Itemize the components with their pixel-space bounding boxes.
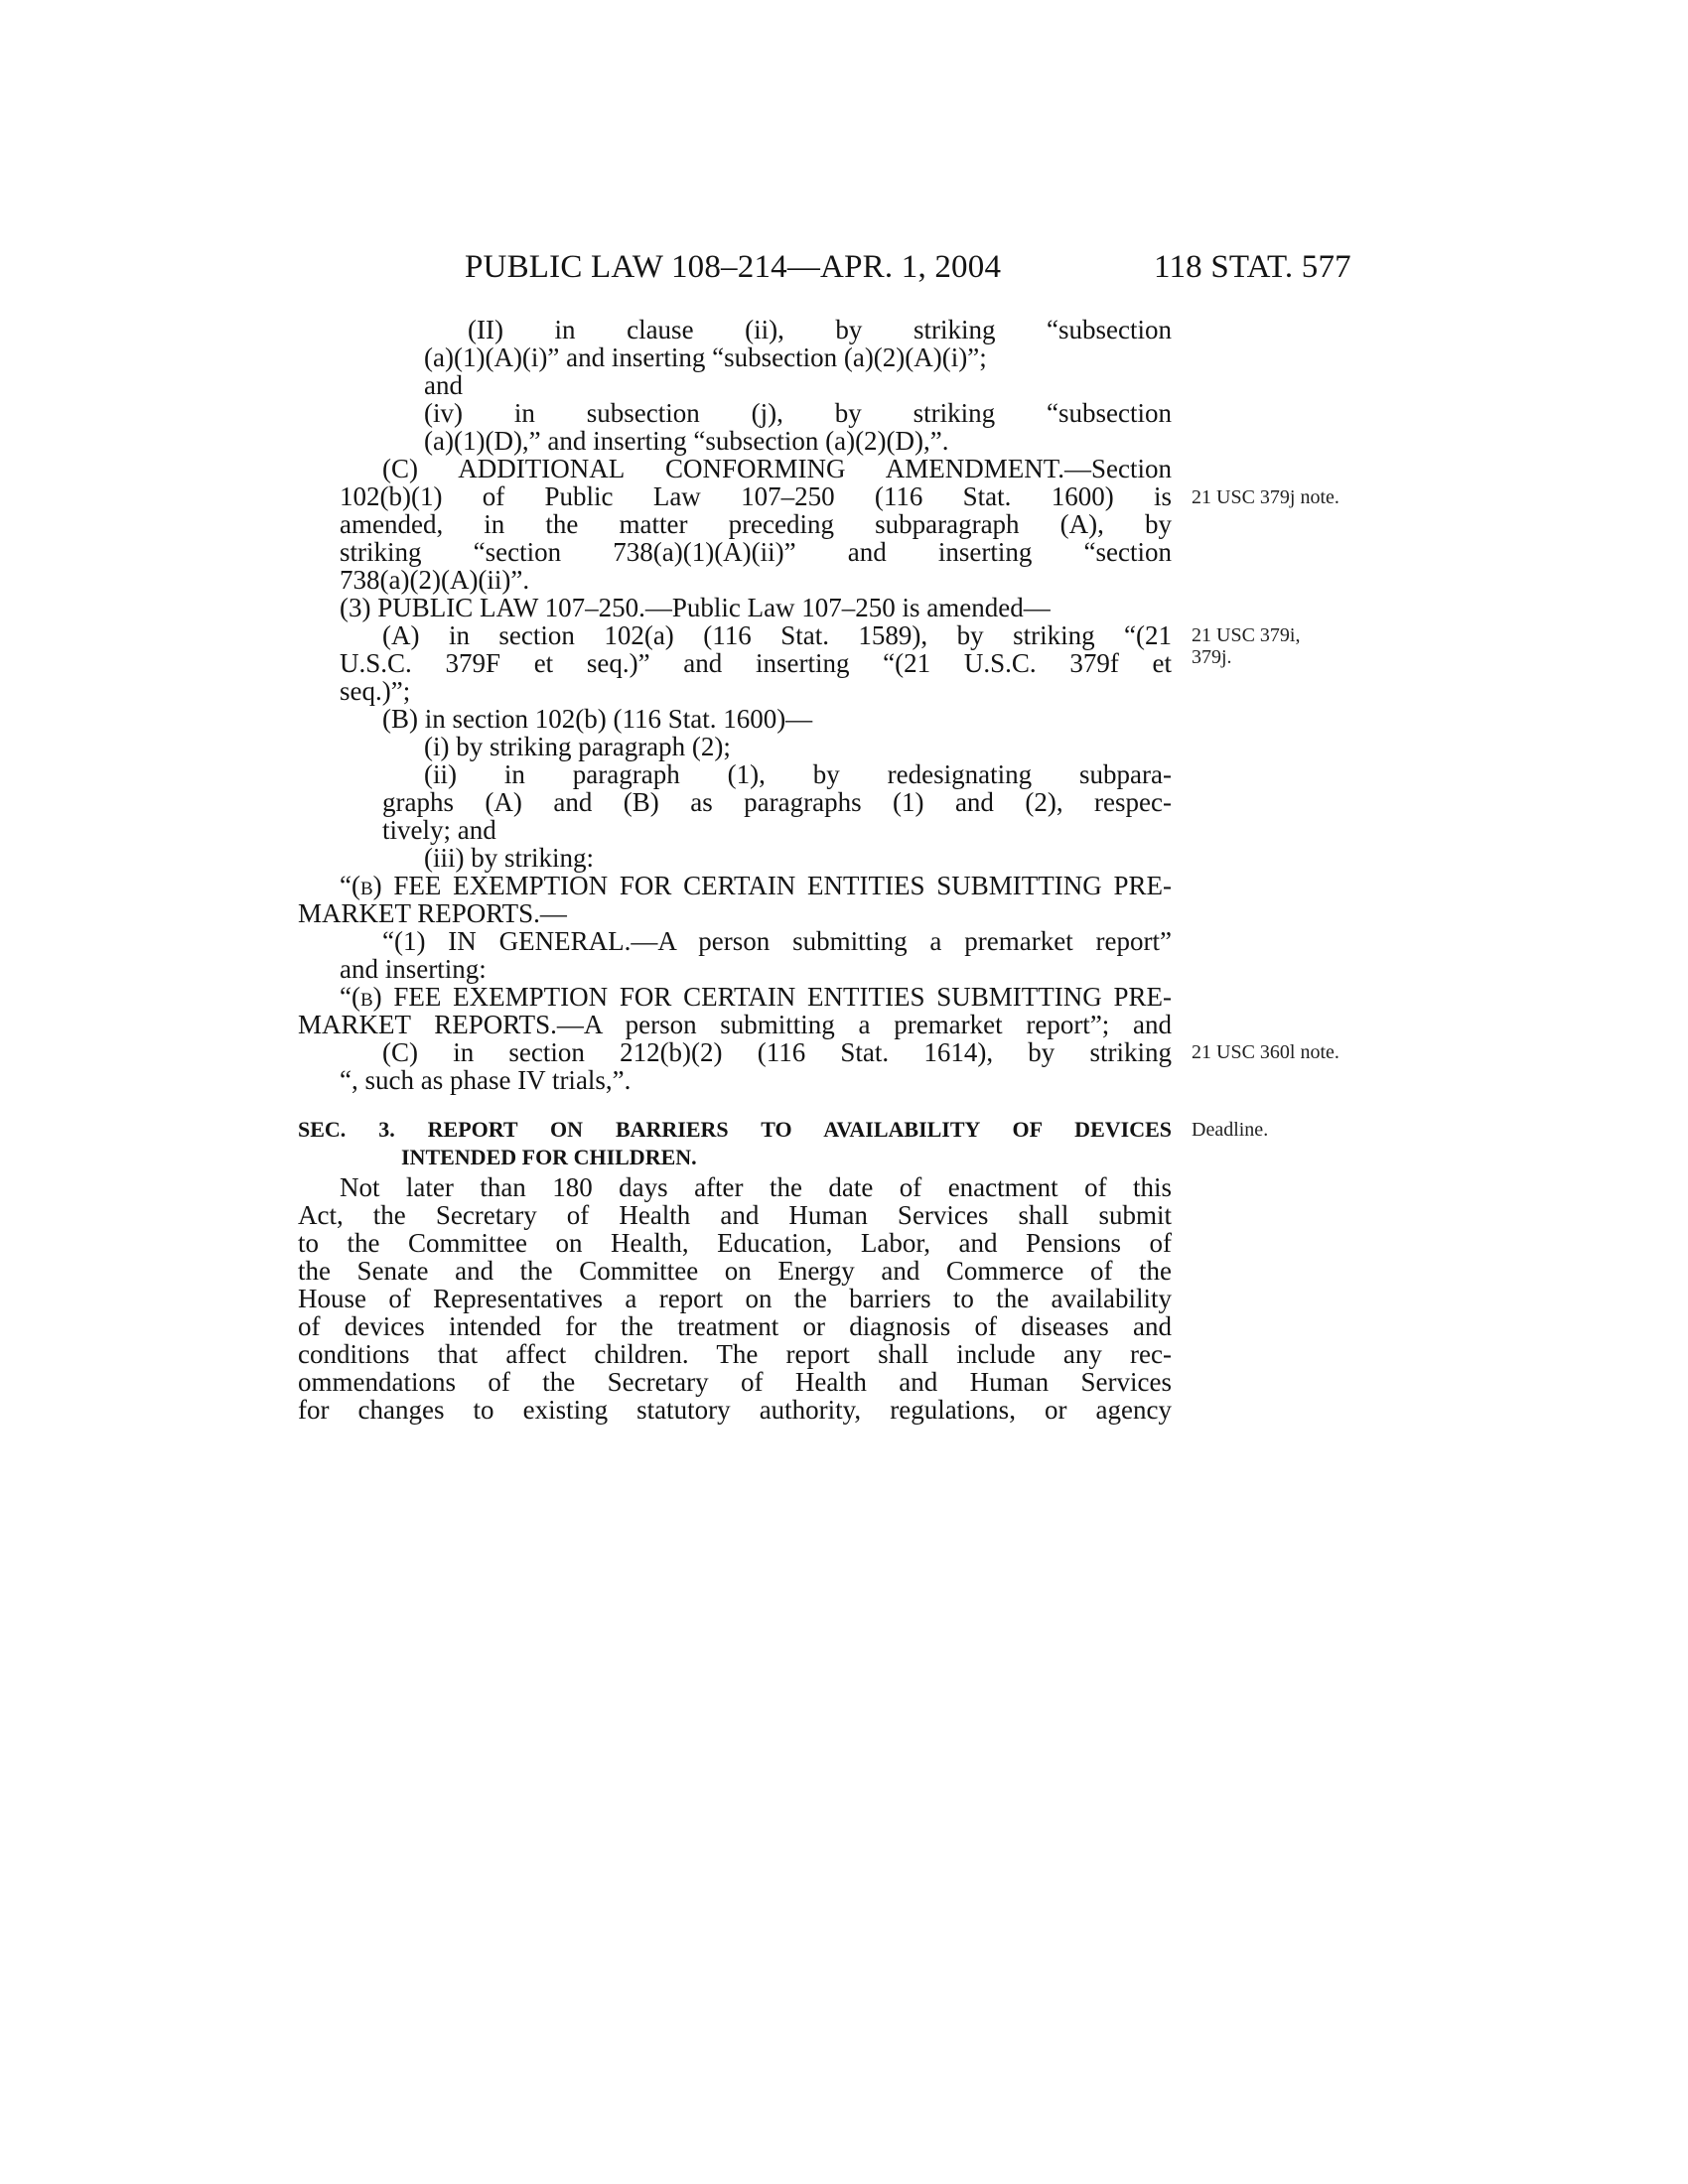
text-line: Act, the Secretary of Health and Human Services shall submit [298,1200,1172,1230]
text-line: the Senate and the Committee on Energy and Commerce of the [298,1256,1172,1286]
section-heading-line: SEC. 3. REPORT ON BARRIERS TO AVAILABILITY OF DEVICES [298,1117,1172,1142]
text-line: “(b) FEE EXEMPTION FOR CERTAIN ENTITIES SUBMITTING PRE- [340,982,1172,1012]
text-line: “(1) IN GENERAL.—A person submitting a premarket report” [382,926,1172,956]
text-line: (C) ADDITIONAL CONFORMING AMENDMENT.—Section [382,454,1172,483]
text-line: House of Representatives a report on the barriers to the availability [298,1284,1172,1313]
text-line: (i) by striking paragraph (2); [424,732,731,761]
text-line: (3) PUBLIC LAW 107–250.—Public Law 107–250 is amended— [340,593,1051,622]
text-line: of devices intended for the treatment or diagnosis of diseases and [298,1311,1172,1341]
text-line: 738(a)(2)(A)(ii)”. [340,565,530,595]
text-line: (C) in section 212(b)(2) (116 Stat. 1614), by striking [382,1037,1172,1067]
margin-note: 21 USC 360l note. [1192,1041,1339,1063]
section-body [298,1173,1172,1424]
text-line: amended, in the matter preceding subparagraph (A), by [340,509,1172,539]
text-line: conditions that affect children. The report shall include any rec- [298,1339,1172,1369]
text-line: “, such as phase IV trials,”. [340,1065,632,1095]
text-line: (iii) by striking: [424,843,594,873]
text-line: MARKET REPORTS.— [298,898,567,928]
text-line: and inserting: [340,954,487,984]
text-line: graphs (A) and (B) as paragraphs (1) and (2), respec- [382,787,1172,817]
text-line: (B) in section 102(b) (116 Stat. 1600)— [382,704,813,734]
text-line: and [424,370,463,400]
text-line: ommendations of the Secretary of Health and Human Services [298,1367,1172,1397]
text-line: for changes to existing statutory authority, regulations, or agency [298,1395,1172,1425]
text-line: (a)(1)(D),” and inserting “subsection (a)(2)(D),”. [424,426,949,456]
text-line: Not later than 180 days after the date of enactment of this [340,1172,1172,1202]
text-line: “(b) FEE EXEMPTION FOR CERTAIN ENTITIES SUBMITTING PRE- [340,871,1172,900]
page-header-right: 118 STAT. 577 [1154,249,1351,285]
page-header-left: PUBLIC LAW 108–214—APR. 1, 2004 [465,249,1002,285]
text-line: to the Committee on Health, Education, Labor, and Pensions of [298,1228,1172,1258]
margin-note: Deadline. [1192,1119,1269,1141]
text-line: (iv) in subsection (j), by striking “subsection [424,398,1172,428]
text-line: (a)(1)(A)(i)” and inserting “subsection (a)(2)(A)(i)”; [424,342,987,372]
amendment-text [298,316,1172,1094]
text-line: seq.)”; [340,676,411,706]
text-line: U.S.C. 379F et seq.)” and inserting “(21 U.S.C. 379f et [340,648,1172,678]
text-line: 102(b)(1) of Public Law 107–250 (116 Stat. 1600) is [340,481,1172,511]
text-line: MARKET REPORTS.—A person submitting a premarket report”; and [298,1010,1172,1039]
text-line: striking “section 738(a)(1)(A)(ii)” and inserting “section [340,537,1172,567]
text-line: tively; and [382,815,496,845]
text-line: (A) in section 102(a) (116 Stat. 1589), by striking “(21 [382,620,1172,650]
margin-note: 21 USC 379i, 379j. [1192,624,1301,668]
text-line: (ii) in paragraph (1), by redesignating subpara- [424,759,1172,789]
section-heading [298,1116,1172,1171]
margin-note: 21 USC 379j note. [1192,486,1339,508]
section-heading-line: INTENDED FOR CHILDREN. [401,1145,697,1169]
text-line: (II) in clause (ii), by striking “subsection [468,315,1172,344]
